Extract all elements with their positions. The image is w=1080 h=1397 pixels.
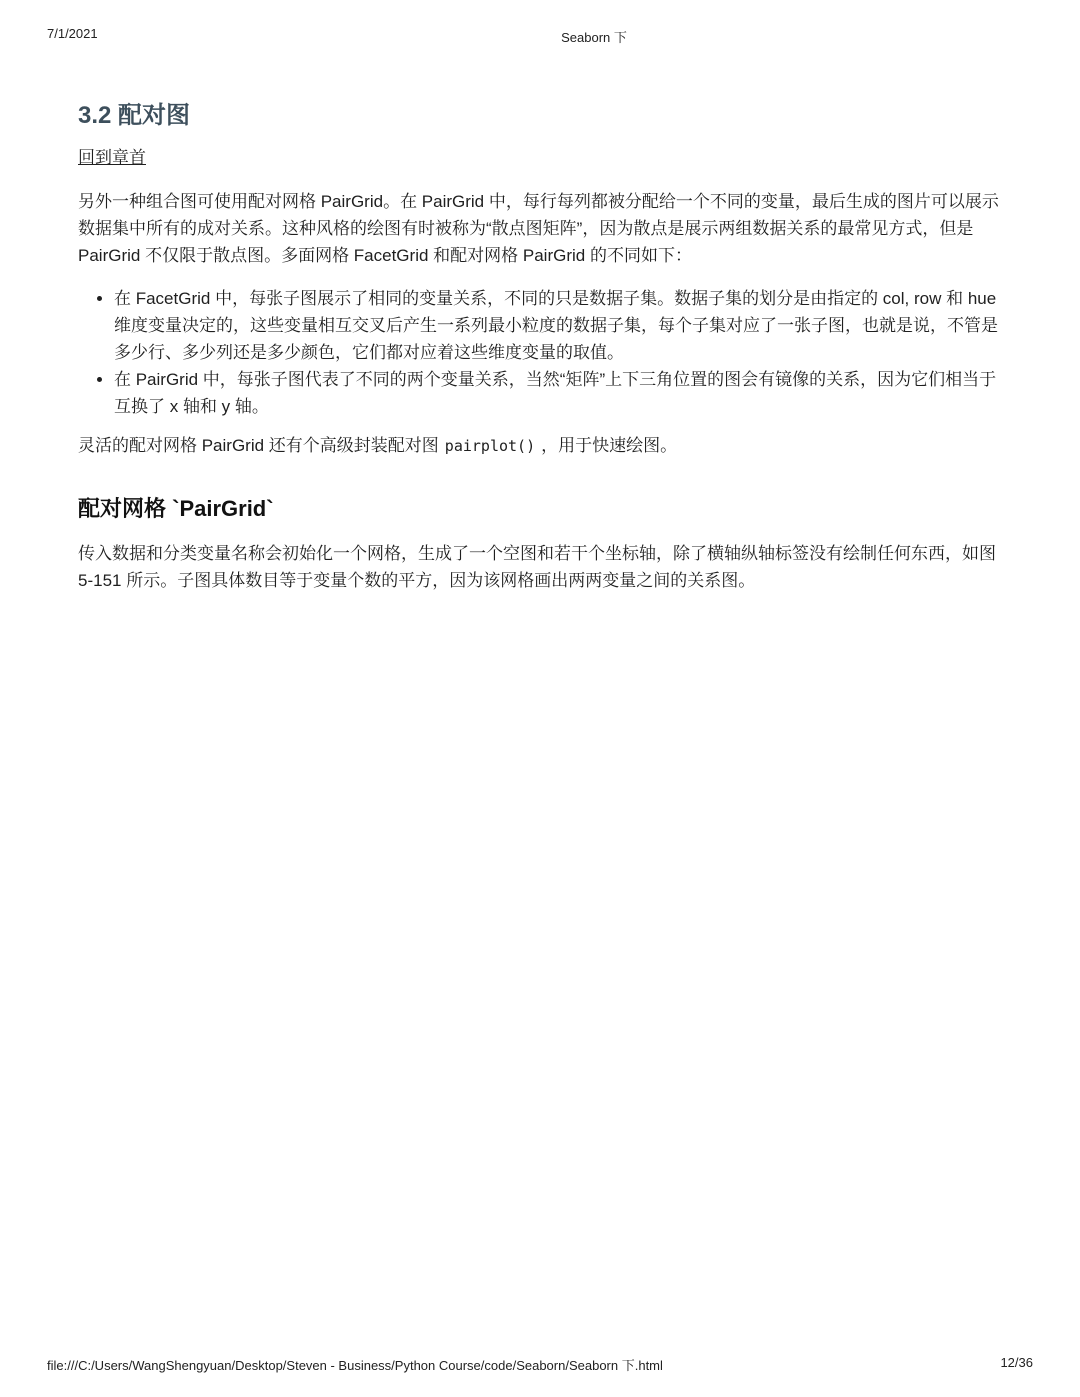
section-title: 3.2 配对图 xyxy=(78,102,191,129)
pairplot-text-after: ，用于快速绘图。 xyxy=(541,436,678,455)
list-item: • 在 PairGrid 中，每张子图代表了不同的两个变量关系，当然“矩阵”上下三角位置的图会有镜像的关系，因为它们相当于互换了 x 轴和 y 轴。 xyxy=(114,366,1008,420)
print-page-title: Seaborn 下 xyxy=(561,30,627,45)
pairplot-code: pairplot() xyxy=(444,437,536,455)
subsection-paragraph: 传入数据和分类变量名称会初始化一个网格，生成了一个空图和若干个坐标轴，除了横轴纵轴标签没有绘制任何东西，如图 5-151 所示。子图具体数目等于变量个数的平方，因为该网格画出两两变量之间的关系图。 xyxy=(78,544,996,590)
print-page-number: 12/36 xyxy=(1000,1355,1033,1370)
differences-list xyxy=(78,285,1008,420)
back-to-chapter-link[interactable]: 回到章首 xyxy=(78,148,146,167)
pairplot-text-before: 灵活的配对网格 PairGrid 还有个高级封装配对图 xyxy=(78,436,439,455)
print-date: 7/1/2021 xyxy=(47,26,98,41)
list-item: • 在 FacetGrid 中，每张子图展示了相同的变量关系，不同的只是数据子集。数据子集的划分是由指定的 col, row 和 hue 维度变量决定的，这些变量相互交叉后产生一系列最小粒度的数据子集，每个子集对应了一张子图，也就是说，不管是多少行、多少列还是多少颜色，它们都对应着这些维度变量的取值。 xyxy=(114,285,1008,366)
subsection-title: 配对网格 `PairGrid` xyxy=(78,496,274,521)
print-file-url: file:///C:/Users/WangShengyuan/Desktop/Steven - Business/Python Course/code/Seaborn/Seaborn 下.html xyxy=(47,1358,663,1373)
pairplot-paragraph xyxy=(78,432,1008,460)
document-content xyxy=(78,100,1008,594)
intro-paragraph: 另外一种组合图可使用配对网格 PairGrid。在 PairGrid 中，每行每列都被分配给一个不同的变量，最后生成的图片可以展示数据集中所有的成对关系。这种风格的绘图有时被称为“散点图矩阵”，因为散点是展示两组数据关系的最常见方式，但是 PairGrid 不仅限于散点图。多面网格 FacetGrid 和配对网格 PairGrid 的不同如下： xyxy=(78,192,999,265)
